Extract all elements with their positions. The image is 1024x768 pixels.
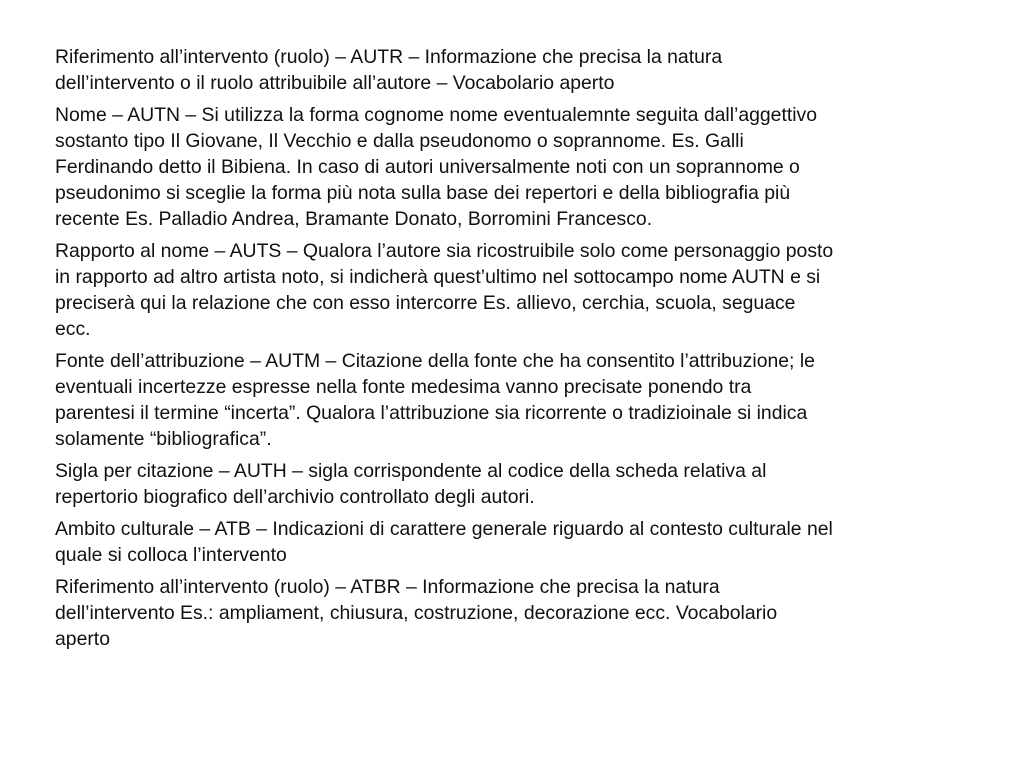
text-line: pseudonimo si sceglie la forma più nota sulla base dei repertori e della bibliografia più (55, 182, 791, 204)
text-line: Riferimento all’intervento (ruolo) – AUTR – Informazione che precisa la natura (55, 46, 723, 68)
text-line: Riferimento all’intervento (ruolo) – ATBR – Informazione che precisa la natura (55, 576, 720, 598)
text-line: recente Es. Palladio Andrea, Bramante Donato, Borromini Francesco. (55, 208, 653, 230)
text-line: in rapporto ad altro artista noto, si indicherà quest’ultimo nel sottocampo nome AUTN e si (55, 266, 821, 288)
text-line: Sigla per citazione – AUTH – sigla corrispondente al codice della scheda relativa al (55, 460, 767, 482)
paragraph-auth (55, 458, 1005, 510)
slide-body (55, 44, 1005, 658)
text-line: Rapporto al nome – AUTS – Qualora l’autore sia ricostruibile solo come personaggio posto (55, 240, 834, 262)
text-line: solamente “bibliografica”. (55, 428, 272, 450)
paragraph-autm (55, 348, 1005, 452)
text-line: sostanto tipo Il Giovane, Il Vecchio e dalla pseudonomo o soprannome. Es. Galli (55, 130, 744, 152)
paragraph-autr (55, 44, 1005, 96)
text-line: Fonte dell’attribuzione – AUTM – Citazione della fonte che ha consentito l’attribuzione; le (55, 350, 815, 372)
paragraph-autn (55, 102, 1005, 232)
text-line: quale si colloca l’intervento (55, 544, 287, 566)
text-line: dell’intervento o il ruolo attribuibile all’autore – Vocabolario aperto (55, 72, 615, 94)
text-line: repertorio biografico dell’archivio controllato degli autori. (55, 486, 535, 508)
text-line: Ferdinando detto il Bibiena. In caso di autori universalmente noti con un soprannome o (55, 156, 800, 178)
text-line: Nome – AUTN – Si utilizza la forma cognome nome eventualemnte seguita dall’aggettivo (55, 104, 818, 126)
text-line: aperto (55, 628, 110, 650)
text-line: Ambito culturale – ATB – Indicazioni di carattere generale riguardo al contesto culturale nel (55, 518, 833, 540)
text-line: ecc. (55, 318, 91, 340)
text-line: preciserà qui la relazione che con esso intercorre Es. allievo, cerchia, scuola, seguace (55, 292, 796, 314)
paragraph-atbr (55, 574, 1005, 652)
paragraph-atb (55, 516, 1005, 568)
text-line: eventuali incertezze espresse nella fonte medesima vanno precisate ponendo tra (55, 376, 752, 398)
text-line: parentesi il termine “incerta”. Qualora l’attribuzione sia ricorrente o tradizioinale si indica (55, 402, 808, 424)
text-line: dell’intervento Es.: ampliament, chiusura, costruzione, decorazione ecc. Vocabolario (55, 602, 778, 624)
paragraph-auts (55, 238, 1005, 342)
